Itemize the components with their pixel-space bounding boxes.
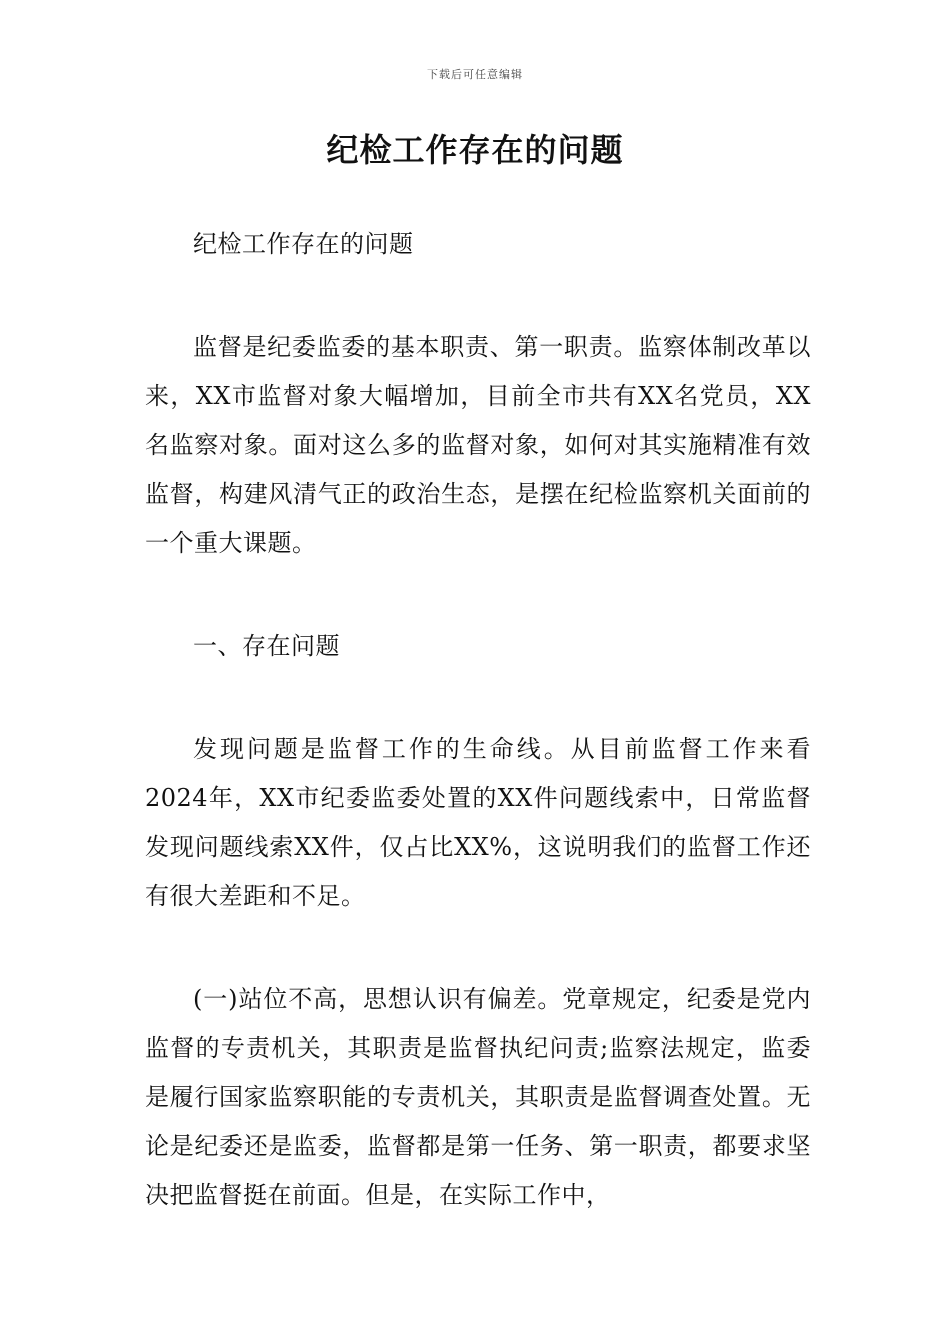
section-heading: 一、存在问题 — [193, 632, 340, 660]
paragraph-intro: 监督是纪委监委的基本职责、第一职责。监察体制改革以来，XX市监督对象大幅增加，目前全市共有XX名党员，XX名监察对象。面对这么多的监督对象，如何对其实施精准有效监督，构建风清气正的政治生态，是摆在纪检监察机关面前的一个重大课题。 — [145, 333, 811, 557]
paragraph-point-one: (一)站位不高，思想认识有偏差。党章规定，纪委是党内监督的专责机关，其职责是监督执纪问责;监察法规定，监委是履行国家监察职能的专责机关，其职责是监督调查处置。无论是纪委还是监委，监督都是第一任务、第一职责，都要求坚决把监督挺在前面。但是，在实际工作中， — [145, 985, 811, 1209]
header-note: 下载后可任意编辑 — [427, 68, 523, 81]
document-subtitle: 纪检工作存在的问题 — [193, 230, 414, 258]
paragraph-problems: 发现问题是监督工作的生命线。从目前监督工作来看2024年，XX市纪委监委处置的XX件问题线索中，日常监督发现问题线索XX件，仅占比XX%，这说明我们的监督工作还有很大差距和不足。 — [145, 735, 811, 910]
document-body — [145, 220, 811, 1220]
document-title: 纪检工作存在的问题 — [326, 131, 624, 169]
